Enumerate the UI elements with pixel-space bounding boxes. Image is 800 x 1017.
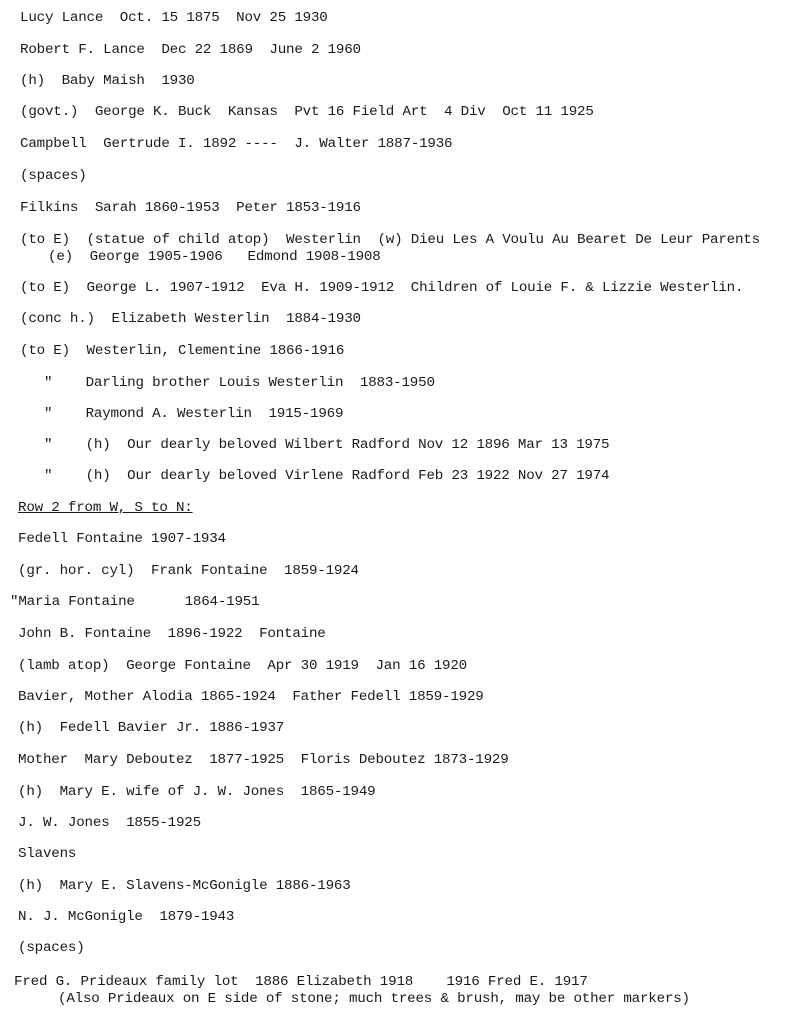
entry-line: John B. Fontaine 1896-1922 Fontaine	[18, 626, 326, 642]
entry-line: (spaces)	[18, 940, 85, 956]
entry-line: Fred G. Prideaux family lot 1886 Elizabeth 1918 1916 Fred E. 1917	[14, 974, 588, 990]
entry-line: (Also Prideaux on E side of stone; much trees & brush, may be other markers)	[58, 991, 690, 1007]
entry-line: N. J. McGonigle 1879-1943	[18, 909, 235, 925]
entry-line: Campbell Gertrude I. 1892 ---- J. Walter 1887-1936	[20, 136, 453, 152]
entry-line: (lamb atop) George Fontaine Apr 30 1919 Jan 16 1920	[18, 658, 467, 674]
entry-line: (conc h.) Elizabeth Westerlin 1884-1930	[20, 311, 361, 327]
entry-line: Fedell Fontaine 1907-1934	[18, 531, 226, 547]
entry-line: Robert F. Lance Dec 22 1869 June 2 1960	[20, 42, 361, 58]
entry-line: " (h) Our dearly beloved Wilbert Radford Nov 12 1896 Mar 13 1975	[44, 437, 610, 453]
entry-line: Filkins Sarah 1860-1953 Peter 1853-1916	[20, 200, 361, 216]
entry-line: (to E) George L. 1907-1912 Eva H. 1909-1912 Children of Louie F. & Lizzie Westerlin.	[20, 280, 744, 296]
entry-line: (govt.) George K. Buck Kansas Pvt 16 Field Art 4 Div Oct 11 1925	[20, 104, 594, 120]
entry-line: " (h) Our dearly beloved Virlene Radford Feb 23 1922 Nov 27 1974	[44, 468, 610, 484]
entry-line: (h) Mary E. wife of J. W. Jones 1865-1949	[18, 784, 376, 800]
entry-line: Mother Mary Deboutez 1877-1925 Floris Deboutez 1873-1929	[18, 752, 509, 768]
entry-line: " Raymond A. Westerlin 1915-1969	[44, 406, 344, 422]
entry-line: Lucy Lance Oct. 15 1875 Nov 25 1930	[20, 10, 328, 26]
section-heading: Row 2 from W, S to N:	[18, 500, 193, 516]
entry-line: (gr. hor. cyl) Frank Fontaine 1859-1924	[18, 563, 359, 579]
entry-line: (to E) Westerlin, Clementine 1866-1916	[20, 343, 345, 359]
entry-line: (to E) (statue of child atop) Westerlin (w) Dieu Les A Voulu Au Bearet De Leur Parents	[20, 232, 760, 248]
entry-line: (spaces)	[20, 168, 87, 184]
entry-line: " Darling brother Louis Westerlin 1883-1950	[44, 375, 435, 391]
entry-line: "Maria Fontaine 1864-1951	[10, 594, 260, 610]
entry-line: (h) Baby Maish 1930	[20, 73, 195, 89]
entry-line: (h) Fedell Bavier Jr. 1886-1937	[18, 720, 285, 736]
entry-line: (h) Mary E. Slavens-McGonigle 1886-1963	[18, 878, 351, 894]
entry-line: J. W. Jones 1855-1925	[18, 815, 201, 831]
entry-line: Bavier, Mother Alodia 1865-1924 Father Fedell 1859-1929	[18, 689, 484, 705]
entry-line: Slavens	[18, 846, 77, 862]
entry-line: (e) George 1905-1906 Edmond 1908-1908	[48, 249, 381, 265]
